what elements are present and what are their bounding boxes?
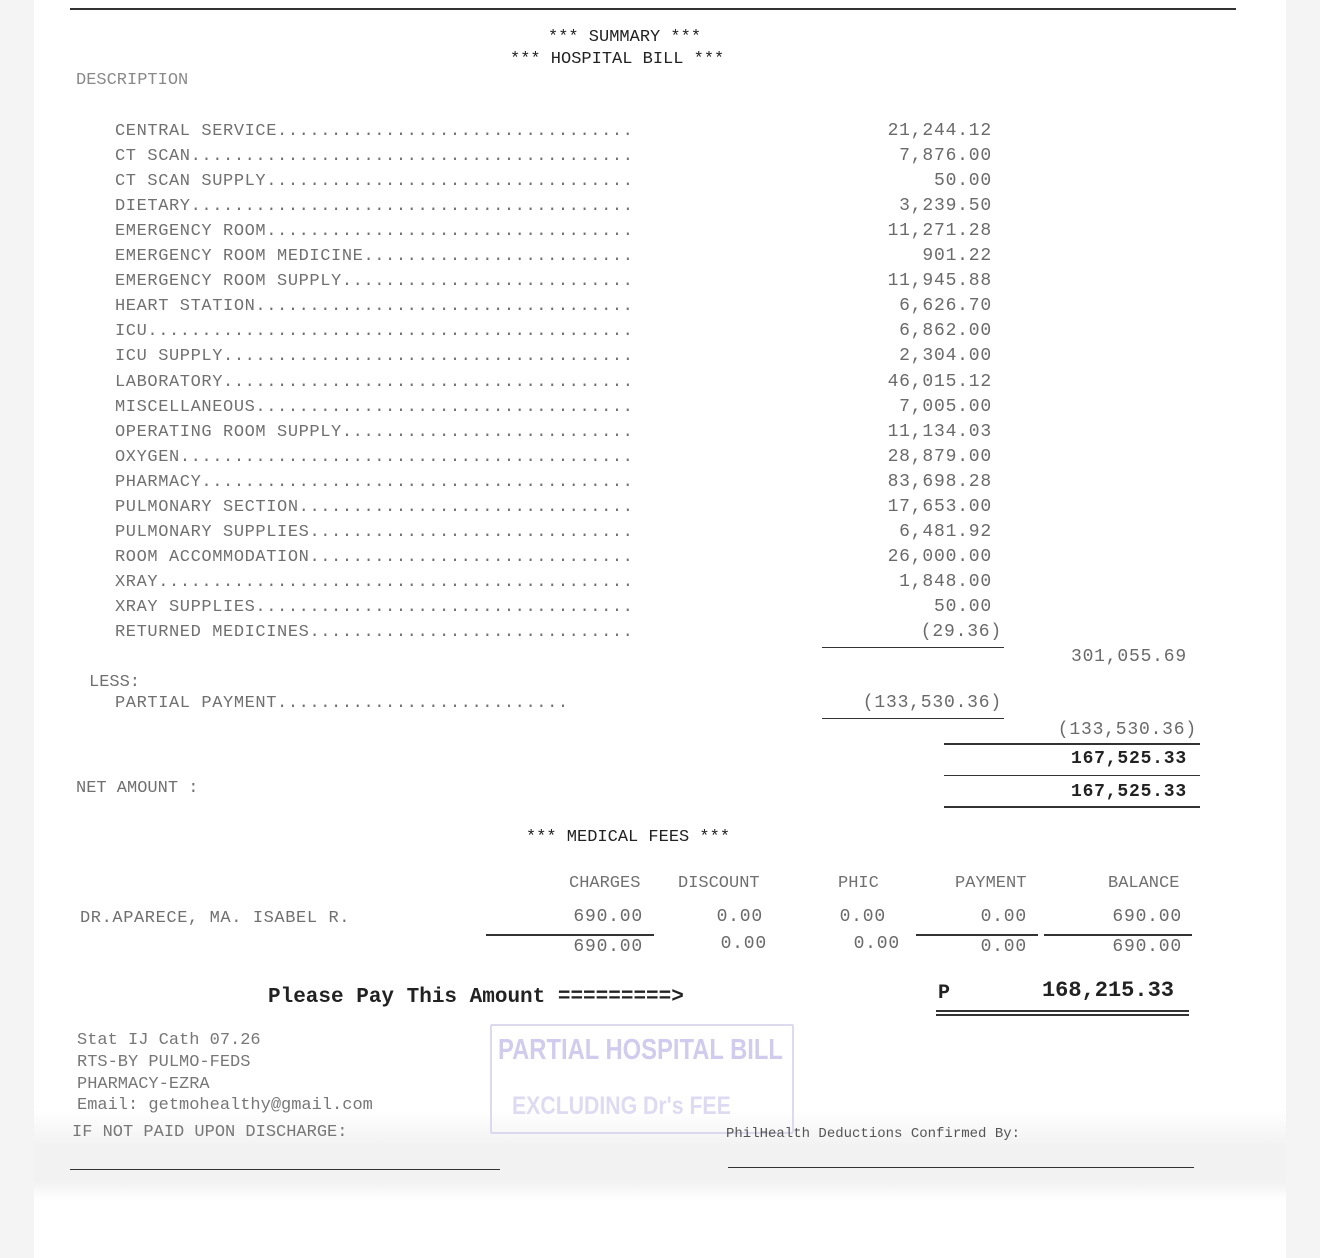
pay-amount-label: Please Pay This Amount =========> [268, 986, 684, 1009]
balance-rule [944, 775, 1200, 776]
item-label: CENTRAL SERVICE [115, 122, 278, 141]
less-label: LESS: [89, 673, 141, 692]
item-leader-dots: ........................... [341, 272, 634, 291]
item-leader-dots: .................................. [266, 172, 634, 191]
item-amount: 11,271.28 [887, 221, 992, 241]
item-amount: 6,481.92 [899, 522, 992, 542]
doctor-balance: 690.00 [1112, 907, 1182, 927]
item-label: RETURNED MEDICINES [115, 623, 310, 642]
col-phic: PHIC [838, 874, 879, 893]
philhealth-signature-line [728, 1167, 1194, 1168]
item-leader-dots: ......................................... [190, 197, 634, 216]
col-payment: PAYMENT [955, 874, 1027, 893]
item-leader-dots: ......................................... [190, 147, 634, 166]
item-label: EMERGENCY ROOM SUPPLY [115, 272, 342, 291]
net-amount-label: NET AMOUNT : [76, 779, 199, 798]
item-amount: 28,879.00 [887, 447, 992, 467]
item-leader-dots: .............................. [309, 523, 634, 542]
item-amount: 11,945.88 [887, 271, 992, 291]
item-amount: 1,848.00 [899, 572, 992, 592]
total-charges: 690.00 [573, 937, 643, 957]
top-rule [70, 8, 1236, 10]
total-payment: 0.00 [980, 937, 1027, 957]
unpaid-label: IF NOT PAID UPON DISCHARGE: [72, 1123, 348, 1142]
item-label: PULMONARY SECTION [115, 498, 299, 517]
item-leader-dots: ................................... [255, 297, 634, 316]
deduction-total: (133,530.36) [1057, 720, 1197, 740]
philhealth-label: PhilHealth Deductions Confirmed By: [726, 1126, 1021, 1142]
pay-currency: P [938, 982, 951, 1005]
item-amount: 50.00 [933, 171, 992, 191]
item-amount: (29.36) [920, 622, 1002, 642]
item-leader-dots: ............................................. [147, 322, 634, 341]
item-label: ICU [115, 322, 148, 341]
item-amount: 3,239.50 [899, 196, 992, 216]
item-leader-dots: ................................... [255, 598, 634, 617]
item-label: ROOM ACCOMMODATION [115, 548, 310, 567]
payment-rule [916, 934, 1038, 936]
doctor-name: DR.APARECE, MA. ISABEL R. [80, 909, 351, 928]
partial-payment-rule [822, 718, 1004, 719]
partial-payment-text: PARTIAL PAYMENT [115, 694, 278, 713]
item-leader-dots: ......................... [363, 247, 634, 266]
items-sum-rule [822, 647, 1004, 648]
item-amount: 83,698.28 [887, 472, 992, 492]
item-amount: 6,626.70 [899, 296, 992, 316]
item-amount: 17,653.00 [887, 497, 992, 517]
partial-payment-label [115, 694, 569, 713]
item-label: CT SCAN SUPPLY [115, 172, 267, 191]
stamp-line-1: PARTIAL HOSPITAL BILL [498, 1034, 783, 1066]
item-amount: 6,862.00 [899, 321, 992, 341]
item-label: EMERGENCY ROOM MEDICINE [115, 247, 364, 266]
item-label: PULMONARY SUPPLIES [115, 523, 310, 542]
stamp-line-2: EXCLUDING Dr's FEE [512, 1092, 731, 1120]
item-amount: 7,005.00 [899, 397, 992, 417]
item-leader-dots: .............................. [309, 548, 634, 567]
pay-amount-value: 168,215.33 [1041, 978, 1174, 1003]
item-label: DIETARY [115, 197, 191, 216]
item-leader-dots: ...................................... [223, 373, 634, 392]
item-amount: 11,134.03 [887, 422, 992, 442]
item-label: HEART STATION [115, 297, 256, 316]
item-label: XRAY SUPPLIES [115, 598, 256, 617]
col-charges: CHARGES [569, 874, 641, 893]
pay-rule-2 [936, 1014, 1189, 1016]
doctor-phic: 0.00 [839, 907, 886, 927]
charges-rule [486, 934, 654, 936]
item-amount: 2,304.00 [899, 346, 992, 366]
col-discount: DISCOUNT [678, 874, 760, 893]
item-amount: 46,015.12 [887, 372, 992, 392]
item-leader-dots: ................................... [255, 398, 634, 417]
balance-fee-rule [1044, 934, 1192, 936]
item-leader-dots: ............................................ [158, 573, 634, 592]
note-1: Stat IJ Cath 07.26 [77, 1031, 261, 1050]
item-label: LABORATORY [115, 373, 224, 392]
pay-rule-1 [936, 1010, 1189, 1012]
total-balance: 690.00 [1112, 937, 1182, 957]
item-label: EMERGENCY ROOM [115, 222, 267, 241]
partial-payment-leader: ........................... [277, 694, 569, 713]
item-leader-dots: ........................... [341, 423, 634, 442]
item-leader-dots: ........................................ [201, 473, 634, 492]
item-amount: 7,876.00 [899, 146, 992, 166]
item-leader-dots: .................................. [266, 222, 634, 241]
subtotal-value: 301,055.69 [1070, 647, 1187, 667]
deduction-rule [944, 743, 1200, 745]
item-label: MISCELLANEOUS [115, 398, 256, 417]
item-label: OXYGEN [115, 448, 180, 467]
total-phic: 0.00 [853, 934, 900, 954]
item-label: CT SCAN [115, 147, 191, 166]
item-amount: 21,244.12 [887, 121, 992, 141]
col-balance: BALANCE [1108, 874, 1180, 893]
unpaid-signature-line [70, 1169, 500, 1170]
item-leader-dots: .......................................... [179, 448, 634, 467]
item-amount: 50.00 [933, 597, 992, 617]
item-leader-dots: ............................... [298, 498, 634, 517]
note-3: PHARMACY-EZRA [77, 1075, 210, 1094]
item-label: OPERATING ROOM SUPPLY [115, 423, 342, 442]
description-label: DESCRIPTION [76, 71, 189, 90]
partial-payment-amount: (133,530.36) [862, 693, 1002, 713]
net-amount-rule [944, 806, 1200, 808]
balance-after-deduction: 167,525.33 [1070, 749, 1187, 769]
note-email: Email: getmohealthy@gmail.com [77, 1096, 373, 1115]
net-amount-value: 167,525.33 [1070, 782, 1187, 802]
medical-fees-title: *** MEDICAL FEES *** [526, 828, 731, 847]
doctor-discount: 0.00 [716, 907, 763, 927]
doctor-charges: 690.00 [573, 907, 643, 927]
note-2: RTS-BY PULMO-FEDS [77, 1053, 251, 1072]
item-leader-dots: .............................. [309, 623, 634, 642]
item-amount: 26,000.00 [887, 547, 992, 567]
doctor-payment: 0.00 [980, 907, 1027, 927]
item-label: PHARMACY [115, 473, 202, 492]
item-amount: 901.22 [922, 246, 992, 266]
item-leader-dots: ...................................... [223, 347, 634, 366]
partial-bill-stamp [490, 1024, 794, 1134]
item-leader-dots: ................................. [277, 122, 634, 141]
total-discount: 0.00 [720, 934, 767, 954]
summary-title: *** SUMMARY *** [548, 28, 702, 47]
hospital-bill-title: *** HOSPITAL BILL *** [510, 50, 725, 69]
item-label: ICU SUPPLY [115, 347, 224, 366]
item-label: XRAY [115, 573, 159, 592]
